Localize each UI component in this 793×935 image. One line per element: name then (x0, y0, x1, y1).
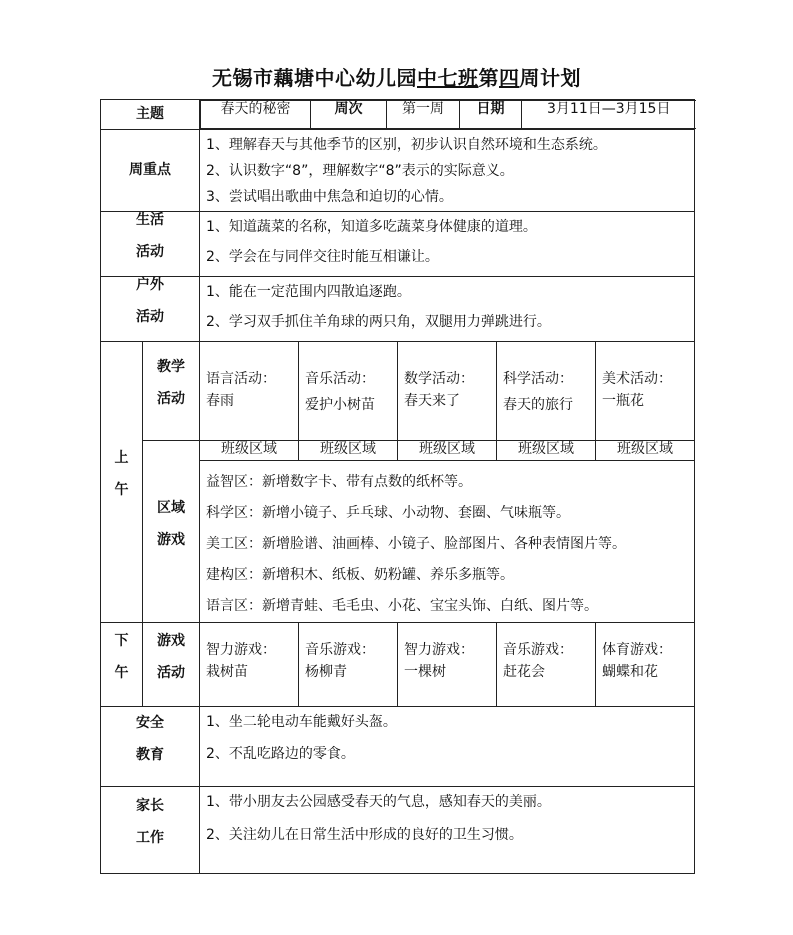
title-class: 中七班 (417, 66, 479, 90)
afternoon-label-1: 下 (114, 632, 129, 649)
zone-label: 班级区域 (398, 441, 497, 461)
teaching-label-1: 教学 (157, 359, 185, 375)
outdoor-item: 2、学习双手抓住羊角球的两只角，双腿用力弹跳进行。 (206, 314, 551, 330)
games-label-2: 活动 (157, 664, 185, 681)
safety-label-1: 安全 (136, 714, 164, 731)
area-item: 美工区：新增脸谱、油画棒、小镜子、脸部图片、各种表情图片等。 (206, 536, 626, 552)
life-row (101, 212, 695, 277)
teaching-activity: 数学活动： 春天来了 (398, 342, 497, 441)
theme-value: 春天的秘密 (201, 101, 311, 129)
zone-label: 班级区域 (497, 441, 596, 461)
header-row (101, 100, 695, 130)
focus-label: 周重点 (101, 130, 200, 212)
date-label: 日期 (460, 101, 522, 129)
area-item: 科学区：新增小镜子、乒乓球、小动物、套圈、气味瓶等。 (206, 505, 570, 521)
game-activity: 智力游戏： 一棵树 (398, 623, 497, 707)
focus-item: 3、尝试唱出歌曲中焦急和迫切的心情。 (206, 189, 453, 205)
life-label-1: 生活 (136, 212, 164, 228)
title-suffix: 周计划 (519, 66, 581, 90)
outdoor-row (101, 277, 695, 342)
zone-label: 班级区域 (299, 441, 398, 461)
afternoon-label-2: 午 (114, 664, 129, 681)
game-activity: 音乐游戏： 赶花会 (497, 623, 596, 707)
title-school: 无锡市藕塘中心幼儿园 (212, 66, 417, 90)
safety-label-2: 教育 (136, 746, 164, 763)
life-item: 1、知道蔬菜的名称，知道多吃蔬菜身体健康的道理。 (206, 219, 537, 235)
teaching-activity: 音乐活动： 爱护小树苗 (299, 342, 398, 441)
area-item: 益智区：新增数字卡、带有点数的纸杯等。 (206, 474, 472, 490)
date-value: 3月11日—3月15日 (522, 101, 696, 129)
teaching-activity: 语言活动： 春雨 (200, 342, 299, 441)
teaching-label-2: 活动 (157, 391, 185, 407)
title-di: 第 (478, 66, 499, 90)
morning-label-2: 午 (114, 482, 129, 498)
safety-item: 2、不乱吃路边的零食。 (206, 746, 355, 762)
outdoor-label-2: 活动 (136, 309, 164, 325)
area-label-2: 游戏 (157, 531, 185, 548)
parents-item: 2、关注幼儿在日常生活中形成的良好的卫生习惯。 (206, 827, 523, 843)
game-activity: 智力游戏： 栽树苗 (200, 623, 299, 707)
teaching-activity: 美术活动： 一瓶花 (596, 342, 695, 441)
game-activity: 体育游戏： 蝴蝶和花 (596, 623, 695, 707)
parents-label-2: 工作 (136, 830, 164, 846)
theme-label: 主题 (101, 100, 200, 130)
page-title (0, 62, 793, 91)
focus-item: 2、认识数字“8”，理解数字“8”表示的实际意义。 (206, 163, 514, 179)
outdoor-label-1: 户外 (136, 277, 164, 293)
zone-header-row (101, 441, 695, 461)
games-label-1: 游戏 (157, 632, 185, 649)
outdoor-item: 1、能在一定范围内四散追逐跑。 (206, 284, 411, 300)
afternoon-row (101, 623, 695, 707)
morning-teaching-row (101, 342, 695, 441)
parents-row (101, 787, 695, 874)
parents-item: 1、带小朋友去公园感受春天的气息，感知春天的美丽。 (206, 794, 551, 810)
life-item: 2、学会在与同伴交往时能互相谦让。 (206, 249, 439, 265)
safety-item: 1、坐二轮电动车能戴好头盔。 (206, 714, 397, 730)
zone-label: 班级区域 (200, 441, 299, 461)
morning-label-1: 上 (114, 450, 129, 466)
life-label-2: 活动 (136, 244, 164, 260)
zone-label: 班级区域 (596, 441, 695, 461)
week-label: 周次 (311, 101, 387, 129)
focus-item: 1、理解春天与其他季节的区别，初步认识自然环境和生态系统。 (206, 137, 607, 153)
safety-row (101, 707, 695, 787)
weekly-plan-table (100, 99, 695, 874)
focus-row (101, 130, 695, 212)
game-activity: 音乐游戏： 杨柳青 (299, 623, 398, 707)
title-week-number: 四 (499, 66, 520, 90)
area-label-1: 区域 (157, 499, 185, 516)
teaching-activity: 科学活动： 春天的旅行 (497, 342, 596, 441)
parents-label-1: 家长 (136, 798, 164, 814)
area-item: 建构区：新增积木、纸板、奶粉罐、养乐多瓶等。 (206, 567, 514, 583)
area-item: 语言区：新增青蛙、毛毛虫、小花、宝宝头饰、白纸、图片等。 (206, 598, 598, 614)
week-value: 第一周 (387, 101, 460, 129)
